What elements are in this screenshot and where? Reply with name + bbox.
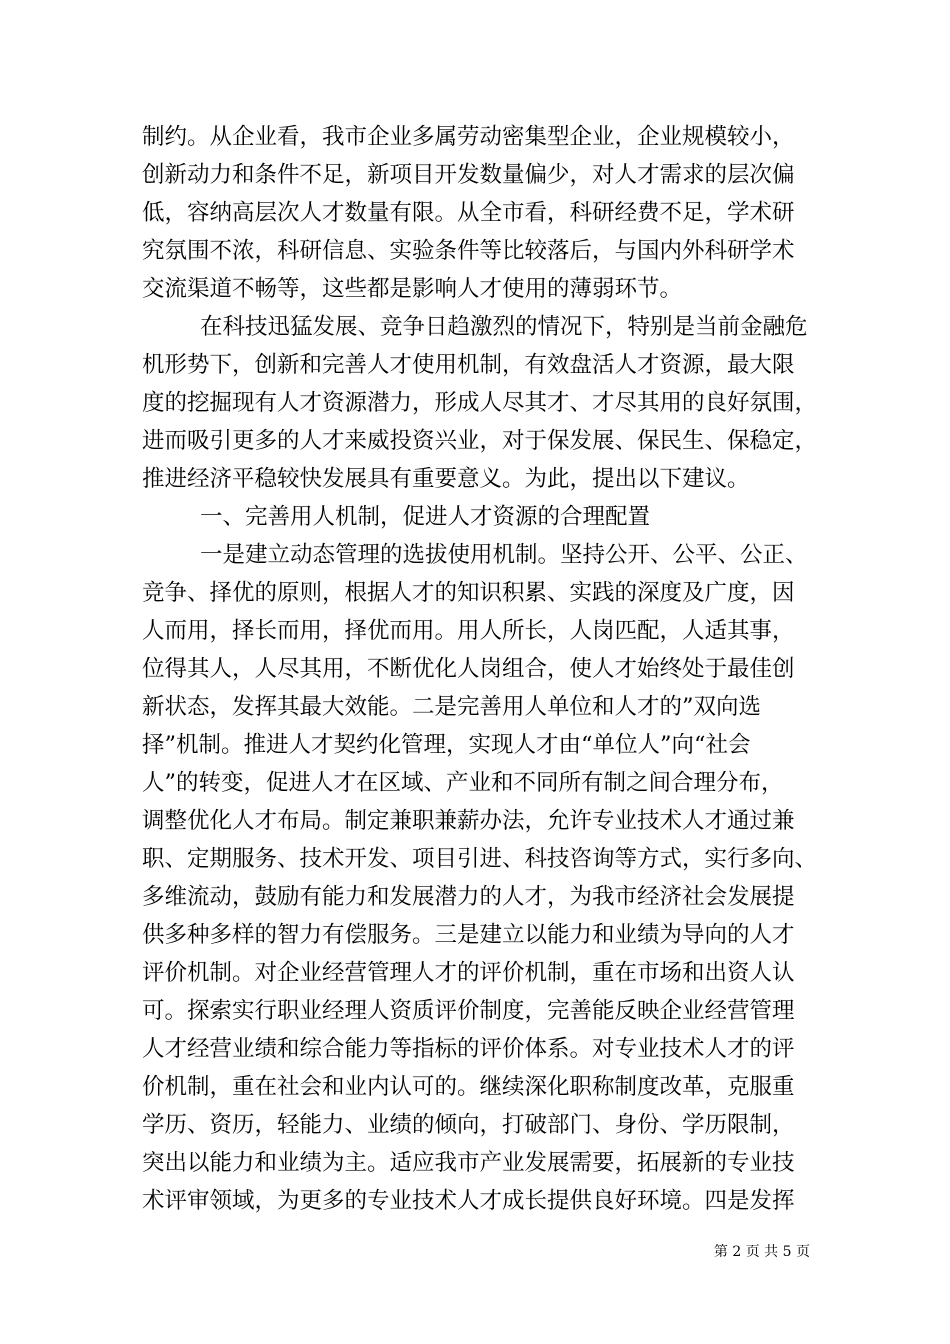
- text-line: 术评审领域，为更多的专业技术人才成长提供良好环境。四是发挥: [142, 1188, 795, 1214]
- text-line: 供多种多样的智力有偿服务。三是建立以能力和业绩为导向的人才: [142, 922, 795, 948]
- text-line: 制约。从企业看，我市企业多属劳动密集型企业，企业规模较小，: [142, 124, 795, 150]
- text-line: 位得其人，人尽其用，不断优化人岗组合，使人才始终处于最佳创: [142, 656, 795, 682]
- text-line: 交流渠道不畅等，这些都是影响人才使用的薄弱环节。: [142, 276, 683, 302]
- text-line: 人”的转变，促进人才在区域、产业和不同所有制之间合理分布，: [142, 770, 784, 796]
- text-line: 人才经营业绩和综合能力等指标的评价体系。对专业技术人才的评: [142, 1036, 795, 1062]
- text-line: 推进经济平稳较快发展具有重要意义。为此，提出以下建议。: [142, 466, 750, 492]
- text-line: 人而用，择长而用，择优而用。用人所长，人岗匹配，人适其事，: [142, 618, 795, 644]
- text-line: 竞争、择优的原则，根据人才的知识积累、实践的深度及广度，因: [142, 580, 795, 606]
- text-line: 究氛围不浓，科研信息、实验条件等比较落后，与国内外科研学术: [142, 238, 795, 264]
- text-line: 进而吸引更多的人才来威投资兴业，对于保发展、保民生、保稳定，: [142, 428, 818, 454]
- text-line: 在科技迅猛发展、竞争日趋激烈的情况下，特别是当前金融危: [200, 314, 808, 340]
- text-line: 多维流动，鼓励有能力和发展潜力的人才，为我市经济社会发展提: [142, 884, 795, 910]
- text-line: 新状态，发挥其最大效能。二是完善用人单位和人才的”双向选: [142, 694, 762, 720]
- text-line: 价机制，重在社会和业内认可的。继续深化职称制度改革，克服重: [142, 1074, 795, 1100]
- text-line: 一是建立动态管理的选拔使用机制。坚持公开、公平、公正、: [200, 542, 808, 568]
- text-line: 创新动力和条件不足，新项目开发数量偏少，对人才需求的层次偏: [142, 162, 795, 188]
- text-line: 机形势下，创新和完善人才使用机制，有效盘活人才资源，最大限: [142, 352, 795, 378]
- text-line: 可。探索实行职业经理人资质评价制度，完善能反映企业经营管理: [142, 998, 795, 1024]
- text-line: 择”机制。推进人才契约化管理，实现人才由“单位人”向“社会: [142, 732, 751, 758]
- body-text: [142, 118, 832, 1220]
- text-line: 突出以能力和业绩为主。适应我市产业发展需要，拓展新的专业技: [142, 1150, 795, 1176]
- page-number: 第 2 页 共 5 页: [713, 1244, 810, 1260]
- text-line: 度的挖掘现有人才资源潜力，形成人尽其才、才尽其用的良好氛围，: [142, 390, 818, 416]
- text-line: 职、定期服务、技术开发、项目引进、科技咨询等方式，实行多向、: [142, 846, 818, 872]
- page-footer: [0, 1240, 950, 1264]
- text-line: 低，容纳高层次人才数量有限。从全市看，科研经费不足，学术研: [142, 200, 795, 226]
- text-line: 评价机制。对企业经营管理人才的评价机制，重在市场和出资人认: [142, 960, 795, 986]
- text-line: 学历、资历，轻能力、业绩的倾向，打破部门、身份、学历限制，: [142, 1112, 795, 1138]
- text-line: 调整优化人才布局。制定兼职兼薪办法，允许专业技术人才通过兼: [142, 808, 795, 834]
- text-line: 一、完善用人机制，促进人才资源的合理配置: [200, 504, 651, 530]
